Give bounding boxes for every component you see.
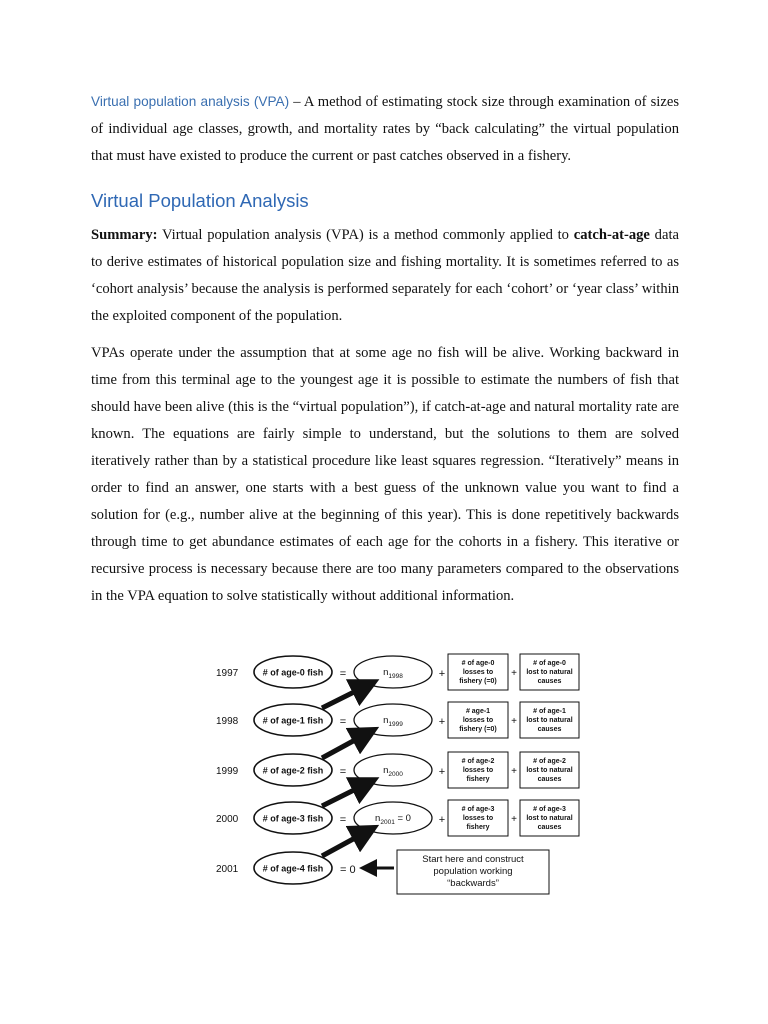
section-title: Virtual Population Analysis [91,190,309,211]
natural-loss-line: # of age-1 [533,708,566,715]
n-ellipse [354,656,432,688]
vpa-diagram [200,640,600,910]
summary-label: Summary: [91,227,158,243]
zero-equation: = 0 [340,864,356,876]
natural-loss-line: causes [537,824,562,831]
document-page [91,88,679,610]
natural-loss-line: causes [537,678,562,685]
fish-label: # of age-4 fish [262,863,324,874]
cohort-arrow [322,734,366,758]
year-label: 2001 [216,864,239,875]
natural-loss-line: lost to natural [526,669,573,676]
natural-loss-line: # of age-2 [533,758,566,765]
natural-loss-line: lost to natural [526,717,573,724]
n-ellipse [354,754,432,786]
fishery-loss-line: fishery [466,776,490,783]
definition-dash: – [289,94,304,110]
fish-label: # of age-0 fish [262,667,324,678]
start-note-line: population working [433,866,513,877]
plus-sign: + [438,766,446,778]
fish-label: # of age-1 fish [262,715,324,726]
n-label: $n_{1999}$ [383,715,403,728]
fishery-loss-line: fishery [466,824,490,831]
plus-sign: + [511,814,517,825]
definition-paragraph [91,88,679,170]
plus-sign: + [438,668,446,680]
natural-loss-line: causes [537,726,562,733]
fishery-loss-line: # of age-3 [461,806,495,813]
summary-text-b: data to derive estimates of historical population size and fishing mortality. It is sometimes referred to as ‘cohort analysis’ because the analysis is performed separately for each ‘cohort’ or ‘year class’ within the exploited component of the population. [91,227,679,324]
fishery-loss-line: # age-1 [465,708,491,715]
natural-loss-line: causes [537,776,562,783]
year-label: 1999 [216,766,239,777]
vpa-diagram-svg [200,640,600,910]
equals-sign: = [339,716,347,728]
n-label: $n_{1998}$ [383,667,403,680]
cohort-arrow [322,784,366,806]
start-note-line: Start here and construct [422,854,524,865]
equals-sign: = [339,814,347,826]
year-label: 1997 [216,668,239,679]
year-label: 2000 [216,814,239,825]
plus-sign: + [511,668,517,679]
plus-sign: + [511,716,517,727]
definition-term: Virtual population analysis (VPA) [91,94,290,109]
fishery-loss-line: losses to [462,669,494,676]
natural-loss-line: # of age-0 [533,660,566,667]
fishery-loss-line: losses to [462,767,494,774]
n-ellipse [354,802,432,834]
year-label: 1998 [216,716,239,727]
equals-sign: = [339,668,347,680]
equals-sign: = [339,766,347,778]
fishery-loss-line: # of age-2 [461,758,495,765]
plus-sign: + [438,716,446,728]
definition-text: A method of estimating stock size through examination of sizes of individual age classes, growth, and mortality rates by “back calculating” the virtual population that must have existed to produce the current or past catches observed in a fishery. [91,94,680,164]
plus-sign: + [438,814,446,826]
summary-text-a: Virtual population analysis (VPA) is a method commonly applied to [157,227,574,243]
cohort-arrow [322,686,366,708]
n-ellipse [354,704,432,736]
body-paragraph: VPAs operate under the assumption that at some age no fish will be alive. Working backward in time from this terminal age to the youngest age it is possible to estimate the numbers of fish that should have been alive (this is the “virtual population”), if catch-at-age and natural mortality rate are known. The equations are fairly simple to understand, but the solutions to them are solved iteratively rather than by a statistical procedure like least squares regression. “Iteratively” means in order to find an answer, one starts with a best guess of the unknown value you want to find a solution for (e.g., number alive at the beginning of this year). This is done repetitively backwards through time to get abundance estimates of each age for the cohorts in a fishery. This iterative or recursive process is necessary because there are too many parameters compared to the observations in the VPA equation to solve statistically without additional information. [91,345,679,604]
summary-paragraph [91,222,679,330]
fish-label: # of age-3 fish [262,813,324,824]
n-label: $n_{2000}$ [383,765,403,778]
cohort-arrow [322,832,366,856]
fishery-loss-line: losses to [462,717,494,724]
n-label: $n_{2001} = 0$ [375,813,411,826]
fish-label: # of age-2 fish [262,765,324,776]
plus-sign: + [511,766,517,777]
fishery-loss-line: fishery (=0) [459,678,497,685]
natural-loss-line: # of age-3 [533,806,566,813]
summary-bold-term: catch-at-age [573,227,650,243]
natural-loss-line: lost to natural [526,815,573,822]
start-note-line: “backwards” [447,878,499,889]
natural-loss-line: lost to natural [526,767,573,774]
fishery-loss-line: # of age-0 [461,660,495,667]
fishery-loss-line: losses to [462,815,494,822]
fishery-loss-line: fishery (=0) [459,726,497,733]
